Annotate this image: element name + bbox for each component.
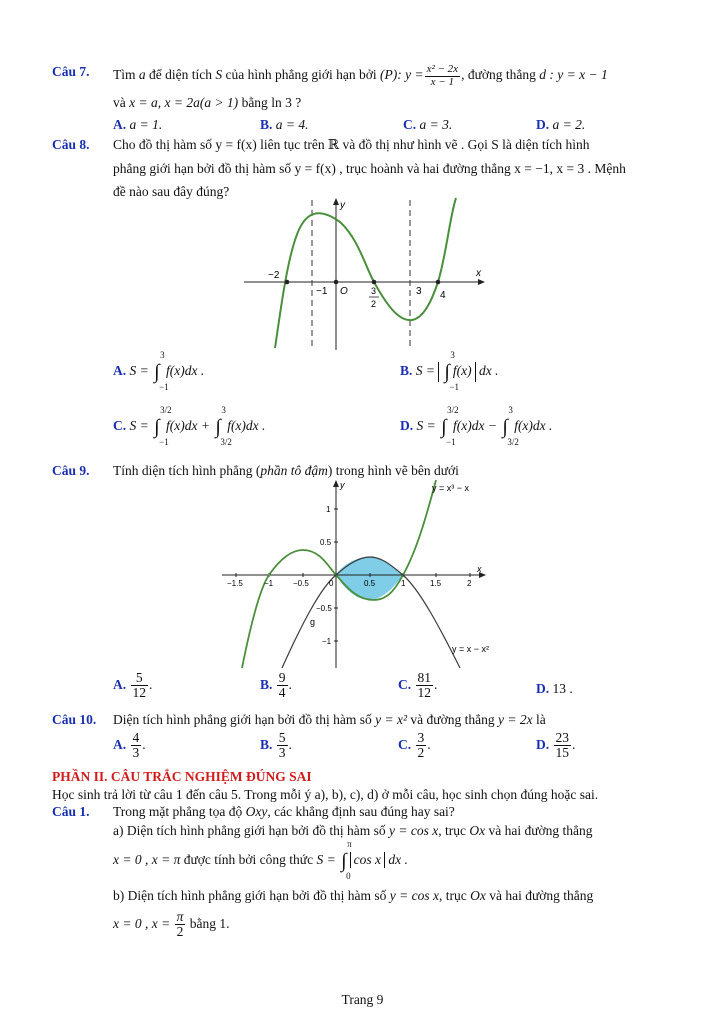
frac-num: 4 [132,730,140,745]
q7-stem-line2 [113,95,301,111]
integral-lower: 3/2 [507,437,519,447]
q7-block [52,64,90,80]
integral-sign-2: ∫ 3 3/2 [215,405,232,447]
q7-P-num: x² − 2x [426,63,459,75]
option-fraction [416,731,427,760]
statement-func: y = cos x [389,888,439,903]
q8-stem-line1: Cho đồ thị hàm số y = f(x) liên tục trên ℝ và đồ thị như hình vẽ . Gọi S là diện tích hình [113,137,590,152]
x-axis-label: x [477,564,482,574]
absolute-value [438,350,475,392]
integral-lower: −1 [159,437,169,447]
y-tick-label: 0.5 [320,538,332,547]
tick-3-2-num: 3 [371,286,377,296]
integral-upper: π [347,839,352,849]
q1-text-b: , các khẳng định sau đúng hay sai? [267,804,455,819]
x-tick-label: −1 [264,579,274,588]
statement-axis: Ox [470,888,486,903]
option-text: a = 2. [552,117,586,132]
tick-3-2-den: 2 [371,299,377,309]
curve1-label: y = x³ − x [432,483,470,493]
q9-option-b[interactable]: B. $\frac{9}{4}$ . [260,670,292,701]
q9-option-a[interactable]: A. $\frac{5}{12}$ . [113,670,153,701]
y-tick-label: −1 [322,637,332,646]
integral-upper: 3 [508,405,513,415]
q7-P-den: x − 1 [430,75,454,88]
frac-num: 81 [417,670,431,685]
statement-text: b) Diện tích hình phẳng giới hạn bởi đồ thị hàm số [113,888,387,903]
q7-text-b: để diện tích [149,67,212,83]
y-axis-arrow [333,198,339,205]
q7-text-c: của hình phẳng giới hạn bởi [225,67,377,83]
q9-graph [220,478,490,670]
option-key: A. [113,117,127,132]
integral-sign: ∫ 3 −1 [154,350,169,392]
statement-text: a) Diện tích hình phẳng giới hạn bởi đồ thị hàm số [113,823,386,838]
q7-text-and: và [113,95,126,110]
option-dx: dx . [478,363,499,379]
q1-statement-b-line2[interactable] [113,910,229,939]
q1-statement-a-line1[interactable] [113,823,593,839]
frac-num: 9 [278,670,286,685]
option-key: B. [260,736,273,752]
integral-lower: −1 [446,437,456,447]
q10-option-a[interactable]: A. $\frac{4}{3}$ . [113,730,146,761]
q7-condition: x = a, x = 2a(a > 1) [129,95,239,110]
x-tick-label: −0.5 [293,579,309,588]
page-number: Trang 9 [341,992,384,1007]
option-lhs: S = [129,418,149,434]
integral-sign: ∫ 3/2 −1 [441,405,459,447]
option-key: B. [260,117,273,132]
q1-text-a: Trong mặt phẳng tọa độ [113,804,243,819]
q10-option-b[interactable]: B. $\frac{5}{3}$ . [260,730,292,761]
statement-text: và hai đường thẳng [488,823,593,838]
option-key: B. [260,676,273,692]
tick-neg2: −2 [268,270,280,281]
q7-text-equals: bằng [241,95,268,110]
x-axis-label: x [476,268,481,279]
q8-stem-line3: đề nào sau đây đúng? [113,184,230,199]
q7-line-d: d : y = x − 1 [539,67,608,83]
tick-neg1: −1 [316,286,328,297]
q7-P-label: (P): y = [379,67,424,83]
option-integrand: f(x)dx − [452,418,497,434]
statement-text: và hai đường thẳng [489,888,594,903]
option-text: a = 4. [275,117,309,132]
statement-text: , trục [438,823,466,838]
frac-den: 12 [132,685,146,701]
integral-upper: 3 [221,405,226,415]
q8-graph [240,196,490,352]
option-key: D. [536,681,550,696]
y-axis-label: y [340,200,345,211]
integral-lower: −1 [159,382,169,392]
q10-text-a: Diện tích hình phẳng giới hạn bởi đồ thị hàm số [113,712,372,727]
frac-den: 4 [278,685,286,701]
y-axis-label: y [340,480,345,490]
q7-text-a: Tìm [113,67,136,83]
q7-var-a: a [138,67,146,83]
x-tick-label: −1.5 [227,579,243,588]
part2-instruction: Học sinh trả lời từ câu 1 đến câu 5. Trong mỗi ý a), b), c), d) ở mỗi câu, học sinh chọn đúng hoặc sai. [52,787,599,802]
x-axis-arrow [478,279,485,285]
q8-option-c[interactable] [113,405,266,447]
part2-title: PHẦN II. CÂU TRẮC NGHIỆM ĐÚNG SAI [52,769,312,784]
option-key: A. [113,363,127,379]
option-key: C. [398,736,412,752]
root-4 [436,280,441,285]
option-key: A. [113,676,127,692]
integral-upper: 3/2 [160,405,172,415]
option-fraction [131,731,142,760]
q10-text-b: và đường thẳng [410,712,495,727]
option-text: 13 . [552,681,573,696]
integral-sign: ∫ 3 −1 [444,350,459,392]
root-neg2 [285,280,290,285]
q10-label: Câu 10. [52,712,97,727]
integral-lower: 3/2 [220,437,232,447]
q9-text-a: Tính diện tích hình phẳng ( [113,463,261,478]
q9-text-b: ) trong hình vẽ bên dưới [327,463,459,478]
frac-den: 3 [278,745,286,761]
origin-label: O [340,286,348,297]
integral-lower: −1 [449,382,459,392]
q1-statement-b-line1[interactable] [113,888,593,904]
q9-stem [113,463,459,479]
abs-content: cos x [353,852,381,868]
q9-option-c[interactable]: C. $\frac{81}{12}$ . [398,670,438,701]
q7-value: ln 3 ? [271,95,302,110]
x-tick-label: 0.5 [364,579,376,588]
q7-P-fraction [425,64,461,88]
frac-den: 3 [132,745,140,761]
q10-text-c: là [535,712,546,727]
x-tick-label: 2 [467,579,472,588]
q7-option-b[interactable] [260,117,309,133]
statement-text: được tính bởi công thức [183,852,314,868]
option-key: D. [536,736,550,752]
y-tick-label: −0.5 [316,604,332,613]
option-fraction [277,731,288,760]
option-fraction [277,671,288,700]
formula-lhs: S = [316,852,336,868]
q8-option-b[interactable] [400,350,499,392]
absolute-value [350,852,385,868]
option-key: C. [403,117,417,132]
frac-num: π [176,909,184,924]
q8-option-a[interactable] [113,350,205,392]
option-key: C. [113,418,127,434]
q8-label: Câu 8. [52,137,90,152]
option-lhs: S = [415,363,436,379]
statement-func: y = cos x [389,823,439,838]
frac-num: 5 [278,730,286,745]
x-tick-label: 0 [329,579,334,588]
q9-label: Câu 9. [52,463,90,478]
option-integrand-2: f(x)dx . [514,418,553,434]
statement-axis: Ox [469,823,486,838]
frac-num: 3 [417,730,425,745]
q7-stem-line1 [113,64,608,88]
option-lhs: S = [129,363,149,379]
q1-oxy: Oxy [245,804,268,819]
option-fraction [554,731,572,760]
y-axis-arrow [333,480,339,487]
q7-option-c[interactable] [403,117,452,133]
option-integrand: f(x) [452,363,472,379]
origin-point [334,280,339,285]
integral-sign: ∫ 3/2 −1 [154,405,172,447]
q7-option-d[interactable] [536,117,585,133]
frac-den: 12 [417,685,431,701]
option-key: D. [400,418,414,434]
q8-stem-line2: phẳng giới hạn bởi đồ thị hàm số y = f(x) , trục hoành và hai đường thẳng x = −1, x = 3 . Mệnh [113,161,626,176]
x-tick-label: 1.5 [430,579,442,588]
integral-sign: ∫ π 0 [341,839,352,881]
q1-statement-a-line2[interactable] [113,839,408,881]
integral-upper: 3 [450,350,455,360]
integral-upper: 3 [160,350,165,360]
y-tick-label: 1 [326,505,331,514]
q9-text-em: phần tô đậm [260,463,328,478]
integral-upper: 3/2 [447,405,459,415]
q10-func1: y = x² [375,712,408,727]
integral-sign-2: ∫ 3 3/2 [502,405,519,447]
curve2-label: y = x − x² [452,644,490,654]
formula-dx: dx . [388,852,408,868]
frac-den: 2 [417,745,425,761]
q7-var-S: S [215,67,223,83]
frac-num: 23 [555,730,569,745]
option-integrand: f(x)dx + [165,418,210,434]
g-label: g [310,617,316,627]
frac-num: 5 [131,671,149,686]
statement-text: bằng 1. [189,915,230,931]
root-3-2 [372,280,377,285]
q7-text-d: , đường thẳng [461,67,536,83]
q10-stem [113,712,546,728]
part2-q1-stem [113,804,455,820]
q8-option-d[interactable] [400,405,553,447]
q10-func2: y = 2x [497,712,533,727]
q9-option-d[interactable] [536,681,573,697]
option-fraction [416,671,434,700]
option-fraction [131,671,149,700]
frac-den: 15 [555,745,569,761]
pi-half-fraction [175,910,186,939]
option-text: a = 3. [419,117,453,132]
q7-label: Câu 7. [52,64,90,79]
option-key: C. [398,676,412,692]
integral-lower: 0 [346,871,351,881]
option-lhs: S = [416,418,436,434]
statement-bounds: x = 0 , x = [113,915,171,931]
option-key: D. [536,117,550,132]
tick-3: 3 [416,286,422,297]
q7-option-a[interactable] [113,117,162,133]
option-integrand: f(x)dx . [165,363,205,379]
x-tick-label: 1 [401,579,406,588]
f-curve [275,198,456,348]
statement-text: , trục [438,888,467,903]
option-integrand-2: f(x)dx . [227,418,266,434]
frac-den: 2 [176,924,184,940]
statement-bounds: x = 0 , x = π [113,852,181,868]
option-key: B. [400,363,413,379]
option-text: a = 1. [129,117,163,132]
q10-option-d[interactable]: D. $\frac{23}{15}$ . [536,730,576,761]
option-key: A. [113,736,127,752]
q10-option-c[interactable]: C. $\frac{3}{2}$ . [398,730,431,761]
part2-q1-label: Câu 1. [52,804,90,819]
tick-4: 4 [440,290,446,301]
